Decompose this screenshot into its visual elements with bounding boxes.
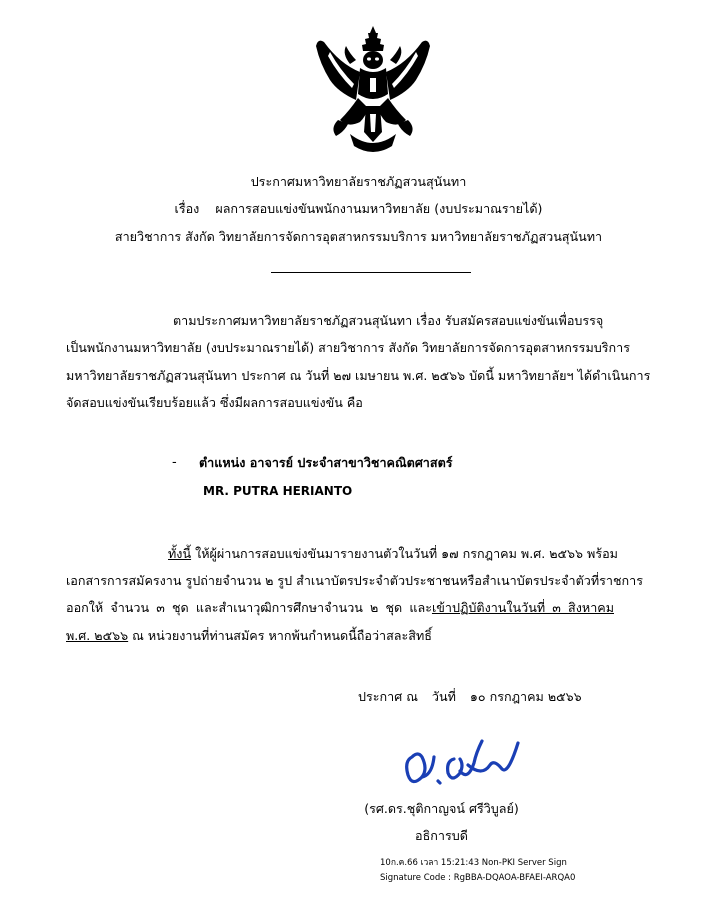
paragraph1-line2: เป็นพนักงานมหาวิทยาลัย (งบประมาณรายได้) สายวิชาการ สังกัด วิทยาลัยการจัดการอุตสาหกรรมบริการ: [66, 340, 630, 355]
announcement-department: สายวิชาการ สังกัด วิทยาลัยการจัดการอุตสาหกรรมบริการ มหาวิทยาลัยราชภัฏสวนสุนันทา: [114, 229, 603, 244]
paragraph1-line4: จัดสอบแข่งขันเรียบร้อยแล้ว ซึ่งมีผลการสอบแข่งขัน คือ: [66, 395, 363, 410]
signatory-name: (รศ.ดร.ชุติกาญจน์ ศรีวิบูลย์): [364, 801, 519, 816]
paragraph2-line3: [66, 599, 614, 617]
digital-stamp-line2: Signature Code : RgBBA-DQAOA-BFAEI-ARQA0: [380, 873, 576, 883]
date-label: ประกาศ ณ: [358, 689, 418, 704]
digital-stamp-line1: 10ก.ค.66 เวลา 15:21:43 Non-PKI Server Sign: [380, 858, 567, 868]
paragraph2-line4: [66, 627, 432, 645]
paragraph1-line1: ตามประกาศมหาวิทยาลัยราชภัฏสวนสุนันทา เรื่อง รับสมัครสอบแข่งขันเพื่อบรรจุ: [173, 313, 604, 328]
paragraph2-line3-text: ออกให้ จำนวน ๓ ชุด และสำเนาวุฒิการศึกษาจำนวน ๒ ชุด และ: [66, 600, 432, 615]
announcement-subject-line: [0, 200, 717, 218]
report-date-underlined: เข้าปฏิบัติงานในวันที่ ๓ สิงหาคม: [431, 600, 614, 615]
signatory-title: อธิการบดี: [415, 828, 468, 843]
result-position: ตำแหน่ง อาจารย์ ประจำสาขาวิชาคณิตศาสตร์: [199, 455, 453, 470]
report-year-underlined: พ.ศ. ๒๕๖๖: [66, 628, 129, 643]
paragraph1-line3: มหาวิทยาลัยราชภัฏสวนสุนันทา ประกาศ ณ วันที่ ๒๗ เมษายน พ.ศ. ๒๕๖๖ บัดนี้ มหาวิทยาลัยฯ ได้ดำเนินการ: [66, 368, 651, 383]
paragraph2-line2: เอกสารการสมัครงาน รูปถ่ายจำนวน ๒ รูป สำเนาบัตรประจำตัวประชาชนหรือสำเนาบัตรประจำตัวที่ราชการ: [66, 573, 644, 588]
garuda-emblem-icon: [310, 24, 436, 156]
paragraph2-emphasis: ทั้งนี้: [168, 546, 192, 561]
date-day-label: วันที่: [431, 689, 456, 704]
paragraph2-line1: [168, 545, 618, 563]
subject-label: เรื่อง: [174, 201, 200, 216]
header-divider: [271, 272, 471, 273]
paragraph2-line1-text: ให้ผู้ผ่านการสอบแข่งขันมารายงานตัวในวันที่ ๑๗ กรกฎาคม พ.ศ. ๒๕๖๖ พร้อม: [191, 546, 618, 561]
announcement-subject: ผลการสอบแข่งขันพนักงานมหาวิทยาลัย (งบประมาณรายได้): [215, 201, 543, 216]
paragraph2-line4-text: ณ หน่วยงานที่ท่านสมัคร หากพ้นกำหนดนี้ถือว่าสละสิทธิ์: [128, 628, 432, 643]
result-candidate-name: MR. PUTRA HERIANTO: [203, 484, 353, 498]
handwritten-signature-icon: [398, 735, 530, 795]
announcement-title: ประกาศมหาวิทยาลัยราชภัฏสวนสุนันทา: [250, 174, 467, 189]
date-value: ๑๐ กรกฎาคม ๒๕๖๖: [469, 689, 582, 704]
result-bullet: -: [172, 455, 177, 470]
announcement-date: [358, 688, 582, 706]
